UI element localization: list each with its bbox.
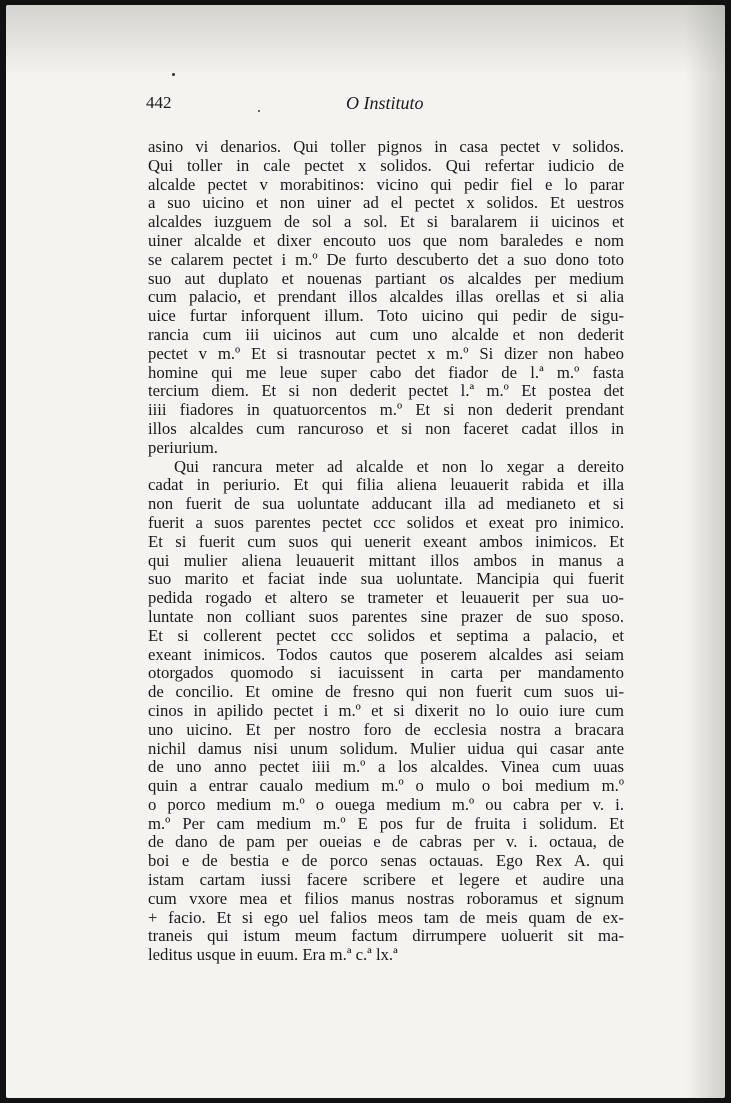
text-line: exeant inimicos. Todos cautos que poserem alcaldes asi seiam [148,645,624,664]
text-line: non fuerit de sua uoluntate adducant illa ad medianeto et si [148,495,624,514]
text-line: cum vxore mea et filios manus nostras roboramus et signum [148,889,624,908]
text-line: cadat in periurio. Et qui filia aliena leuauerit rabida et illa [148,476,624,495]
text-line: cinos in apilido pectet i m.º et si dixerit no lo ouio iure cum [148,701,624,720]
text-line: alcalde pectet v morabitinos: vicino qui pedir fiel e lo parar [148,175,624,194]
text-line: illos alcaldes cum rancuroso et si non faceret cadat illos in [148,419,624,438]
text-line: pedida rogado et altero se trameter et leuauerit per sua uo- [148,589,624,608]
text-line: + facio. Et si ego uel falios meos tam de meis quam de ex- [148,908,624,927]
text-line: Qui toller in cale pectet x solidos. Qui refertar iudicio de [148,156,624,175]
text-line: boi e de bestia e de porco senas octauas. Ego Rex A. qui [148,852,624,871]
text-line: pectet v m.º Et si trasnoutar pectet x m.º Si dizer non habeo [148,344,624,363]
text-line: qui mulier aliena leuauerit mittant illos ambos in manus a [148,551,624,570]
text-line: iiii fiadores in quatuorcentos m.º Et si non dederit prendant [148,401,624,420]
text-line: cum palacio, et prendant illos alcaldes illas orellas et si alia [148,288,624,307]
text-line: quin a entrar caualo medium m.º o mulo o boi medium m.º [148,777,624,796]
text-line: de dano de pam per oueias e de cabras per v. i. octaua, de [148,833,624,852]
text-line: uiner alcalde et dixer encouto uos que nom baraledes e nom [148,231,624,250]
text-line: otorgados quomodo si iacuissent in carta per mandamento [148,664,624,683]
text-line: Qui rancura meter ad alcalde et non lo xegar a dereito [174,457,624,476]
text-line: m.º Per cam medium m.º E pos fur de fruita i solidum. Et [148,814,624,833]
text-line: luntate non colliant suos parentes sine prazer de suo sposo. [148,607,624,626]
text-line: uno uicino. Et per nostro foro de ecclesia nostra a bracara [148,720,624,739]
text-line: fuerit a suos parentes pectet ccc solidos et exeat pro inimico. [148,513,624,532]
text-line: rancia cum iii uicinos aut cum uno alcalde et non dederit [148,325,624,344]
text-line: leditus usque in euum. Era m.ª c.ª lx.ª [148,946,398,965]
text-line: uice furtar inforquent illum. Toto uicino qui pedir de sigu- [148,307,624,326]
paragraph-1 [148,138,624,458]
text-line: traneis qui istum meum factum dirrumpere uoluerit sit ma- [148,927,624,946]
page-number: 442 [146,93,172,112]
text-line: a suo uicino et non uiner ad el pectet x solidos. Et uestros [148,194,624,213]
text-line: o porco medium m.º o ouega medium m.º ou cabra per v. i. [148,795,624,814]
text-line: Et si fuerit cum suos qui uenerit exeant ambos inimicos. Et [148,532,624,551]
text-line: asino vi denarios. Qui toller pignos in casa pectet v solidos. [148,138,624,156]
scan-edge-shadow-right [685,5,725,1098]
text-line: istam cartam iussi facere scribere et legere et audire una [148,871,624,890]
text-line: nichil damus nisi unum solidum. Mulier uidua qui casar ante [148,739,624,758]
page-header [146,93,626,119]
body-text [148,138,624,965]
text-line: Et si collerent pectet ccc solidos et septima a palacio, et [148,626,624,645]
text-line: suo marito et faciat inde sua uoluntate. Mancipia qui fuerit [148,570,624,589]
text-line: de uno anno pectet iiii m.º a los alcaldes. Vinea cum uuas [148,758,624,777]
text-line: periurium. [148,438,218,457]
text-line: tercium diem. Et si non dederit pectet l.ª m.º Et postea det [148,382,624,401]
text-line: de concilio. Et omine de fresno qui non fuerit cum suos ui- [148,683,624,702]
paragraph-2 [148,458,624,966]
text-line: suo aut duplato et nouenas partiant os alcaldes per medium [148,269,624,288]
running-title: O Instituto [346,93,424,113]
scan-edge-shadow-top [6,5,725,75]
text-line: alcaldes iuzguem de sol a sol. Et si baralarem ii uicinos et [148,213,624,232]
text-line: homine qui me leue super cabo det fiador de l.ª m.º fasta [148,363,624,382]
speck-mark [172,73,175,76]
text-line: se calarem pectet i m.º De furto descuberto det a suo dono toto [148,250,624,269]
